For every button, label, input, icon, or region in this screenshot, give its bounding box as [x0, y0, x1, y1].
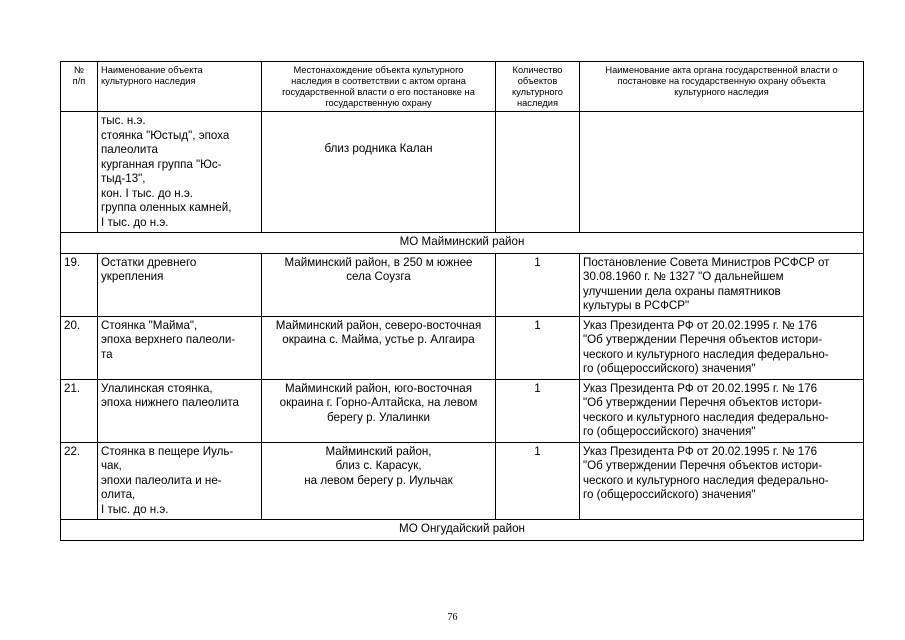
cell-object-name: Стоянка в пещере Иуль- чак, эпохи палеолита и не- олита, I тыс. до н.э.: [98, 442, 262, 520]
cell-act-name: Указ Президента РФ от 20.02.1995 г. № 176 "Об утверждении Перечня объектов истори- ческого и культурного наследия федерально- го (общероссийского) значения": [580, 316, 864, 379]
cell-number: [61, 112, 98, 233]
cell-act-name: Указ Президента РФ от 20.02.1995 г. № 176 "Об утверждении Перечня объектов истори- ческого и культурного наследия федерально- го (общероссийского) значения": [580, 442, 864, 520]
header-object-name: Наименование объекта культурного наследия: [98, 62, 262, 112]
table-row: [61, 253, 864, 316]
cell-number: 22.: [61, 442, 98, 520]
table-row-continuation: [61, 112, 864, 233]
header-number: № п/п: [61, 62, 98, 112]
cell-object-count: 1: [496, 316, 580, 379]
cell-location: Майминский район, в 250 м южнее села Соузга: [262, 253, 496, 316]
cell-location: близ родника Калан: [262, 112, 496, 233]
heritage-register-table: [60, 61, 864, 541]
cell-object-name: Улалинская стоянка, эпоха нижнего палеолита: [98, 379, 262, 442]
cell-object-count: 1: [496, 379, 580, 442]
table-row: [61, 316, 864, 379]
cell-number: 20.: [61, 316, 98, 379]
cell-object-name: тыс. н.э. стоянка "Юстыд", эпоха палеолита курганная группа "Юс- тыд-13", кон. I тыс. до н.э. группа оленных камней, I тыс. до н.э.: [98, 112, 262, 233]
cell-location: Майминский район, близ с. Карасук, на левом берегу р. Иульчак: [262, 442, 496, 520]
section-row-ongudaysky: [61, 520, 864, 541]
cell-object-count: 1: [496, 253, 580, 316]
cell-act-name: Постановление Совета Министров РСФСР от 30.08.1960 г. № 1327 "О дальнейшем улучшении дела охраны памятников культуры в РСФСР": [580, 253, 864, 316]
cell-object-count: 1: [496, 442, 580, 520]
header-location: Местонахождение объекта культурного наследия в соответствии с актом органа государственной власти о его постановке на государственную охрану: [262, 62, 496, 112]
page-number: 76: [447, 612, 458, 623]
cell-location: Майминский район, северо-восточная окраина с. Майма, устье р. Алгаира: [262, 316, 496, 379]
header-act-name: Наименование акта органа государственной власти о постановке на государственную охрану объекта культурного наследия: [580, 62, 864, 112]
table-header-row: [61, 62, 864, 112]
cell-act-name: [580, 112, 864, 233]
header-object-count: Количество объектов культурного наследия: [496, 62, 580, 112]
cell-object-count: [496, 112, 580, 233]
cell-object-name: Стоянка "Майма", эпоха верхнего палеоли- та: [98, 316, 262, 379]
table-row: [61, 442, 864, 520]
table-row: [61, 379, 864, 442]
cell-location: Майминский район, юго-восточная окраина г. Горно-Алтайска, на левом берегу р. Улалинки: [262, 379, 496, 442]
section-row-mayminsky: [61, 233, 864, 254]
section-title: МО Майминский район: [61, 233, 864, 254]
cell-object-name: Остатки древнего укрепления: [98, 253, 262, 316]
cell-act-name: Указ Президента РФ от 20.02.1995 г. № 176 "Об утверждении Перечня объектов истори- ческого и культурного наследия федерально- го (общероссийского) значения": [580, 379, 864, 442]
section-title: МО Онгудайский район: [61, 520, 864, 541]
cell-number: 19.: [61, 253, 98, 316]
cell-number: 21.: [61, 379, 98, 442]
